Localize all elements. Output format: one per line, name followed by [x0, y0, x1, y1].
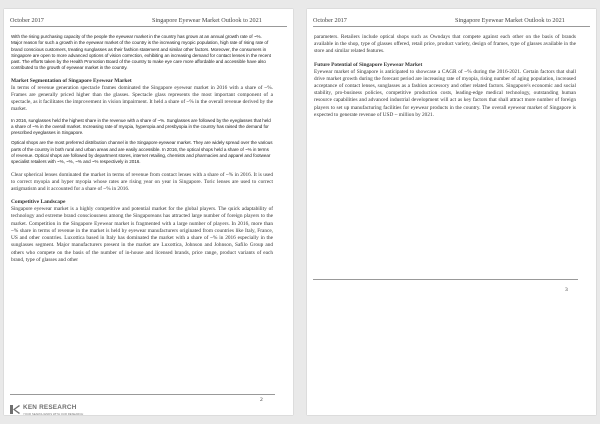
- ken-research-logo: [10, 404, 84, 415]
- page-number: 2: [260, 397, 263, 403]
- section-heading-competition: Competitive Landscape: [11, 199, 66, 206]
- page-left: [4, 9, 293, 415]
- segmentation-paragraph-channels: Optical shops are the most preferred distribution channel in the Singapore eyewear market. They are widely spread over the various parts of the country in both rural and urban areas and are easily accessible. In 2016, the optical shops held a share of ~% in terms of revenue. Optical shops are followed by department stores, internet retailing, chemists and pharmacies and apparel and footwear specialist retailers with ~%, ~%, ~% and ~% respectively in 2016.: [11, 140, 273, 165]
- logo-tagline: YOUR SEARCH ENDS WITH OUR RESEARCH: [23, 412, 84, 415]
- header-date: October 2017: [10, 17, 44, 24]
- retailers-paragraph: parameters. Retailers include optical shops such as Owndays that compete against each other on the basis of brands available in the shop, type of glasses offered, retail price, product variety, design of frames, type of glasses available in the store and similar related features.: [314, 34, 576, 55]
- section-heading-segmentation: Market Segmentation of Singapore Eyewear Market: [11, 77, 132, 84]
- competition-paragraph: Singapore eyewear market is a highly competitive and potential market for the global players. The quick adaptability of technology and extreme brand consciousness among the Singaporeans has attracted large number of foreign players to the market. Competition in the Singapore Eyewear market is fragmented with a large number of players. In 2016, more than ~% share in terms of revenue in the market is held by eyewear manufacturers originated from countries like Italy, France, US and other countries. Luxottica based in Italy has dominated the market with a share of ~% in 2016 especially in the sunglasses segment. Major manufacturers present in the market are Luxottica, Johnson and Johnson, Safilo Group and others who compete on the basis of the number of in-house and licensed brands, price range, product variants of each brand, type of glasses and other: [11, 206, 273, 263]
- segmentation-paragraph-frames: In terms of revenue generation spectacle frames dominated the Singapore eyewear market in 2016 with a share of ~%. Frames are generally priced higher than the glasses. Spectacle glass represents the most important component of a spectacle, as it facilitates the improvement in vision impairment. It held a share of ~% in the overall revenue derived by the market.: [11, 84, 273, 113]
- page-header: [10, 17, 287, 27]
- page-body: [314, 34, 576, 119]
- header-title: Singapore Eyewear Market Outlook to 2021: [455, 17, 565, 24]
- section-heading-future: Future Potential of Singapore Eyewear Market: [314, 61, 423, 68]
- page-number: 3: [565, 287, 568, 293]
- page-right: [307, 9, 596, 415]
- header-title: Singapore Eyewear Market Outlook to 2021: [152, 17, 262, 24]
- footer-divider: [10, 394, 275, 395]
- future-paragraph: Eyewear market of Singapore is anticipated to showcase a CAGR of ~% during the 2016-2021. Certain factors that shall drive market growth during the forecast period are increasing rate of myopia, rising number of aging population, increased acceptance of contact lenses, sunglasses as a fashion accessory and other related factors. Singapore's economic and social stability, pro-business policies, competitive production costs, leading-edge medical technology, outstanding human resource capabilities and advanced industrial development will act as key factors that shall attract more number of foreign players to set up manufacturing facilities for eyewear products in the country. The overall eyewear market of Singapore is expected to generate revenue of USD ~ million by 2021.: [314, 68, 576, 118]
- segmentation-paragraph-lenses: Clear spherical lenses dominated the market in terms of revenue from contact lenses with a share of ~% in 2016. It is used to correct myopia and hyper myopia whose rates are rising year on year in Singapore. Toric lenses are used to correct astigmatism and it accounted for a share of ~% in 2016.: [11, 171, 273, 193]
- footer-divider: [313, 279, 578, 280]
- logo-name: KEN RESEARCH: [23, 404, 77, 411]
- header-date: October 2017: [313, 17, 347, 24]
- page-body: [11, 34, 273, 264]
- intro-paragraph: With the rising purchasing capacity of the people the eyewear market in the country has grown at an annual growth rate of ~%. Major reason for such a growth in the eyewear market of the country is the increasing myopic population, high rate of rising rate of brand conscious customers, treating sunglasses as their fashion statement and similar other factors. Moreover, the consumers in Singapore are open to more advanced options of vision correction, exhibiting an increasing demand for contact lenses in the recent past. The efforts taken by the Health Promotion Board of the country to make eye care more affordable and accessible have also contributed to the growth of eyewear market in the country.: [11, 34, 271, 71]
- segmentation-paragraph-sunglasses: In 2016, sunglasses held the highest share in the revenue with a share of ~%. Sunglasses are followed by the eyeglasses that held a share of ~% in the overall market. Increasing rate of myopia, hyperopia and presbyopia in the country has raised the demand for prescribed eyeglasses in Singapore.: [11, 117, 271, 136]
- page-header: [313, 17, 590, 27]
- logo-mark-icon: [10, 405, 20, 414]
